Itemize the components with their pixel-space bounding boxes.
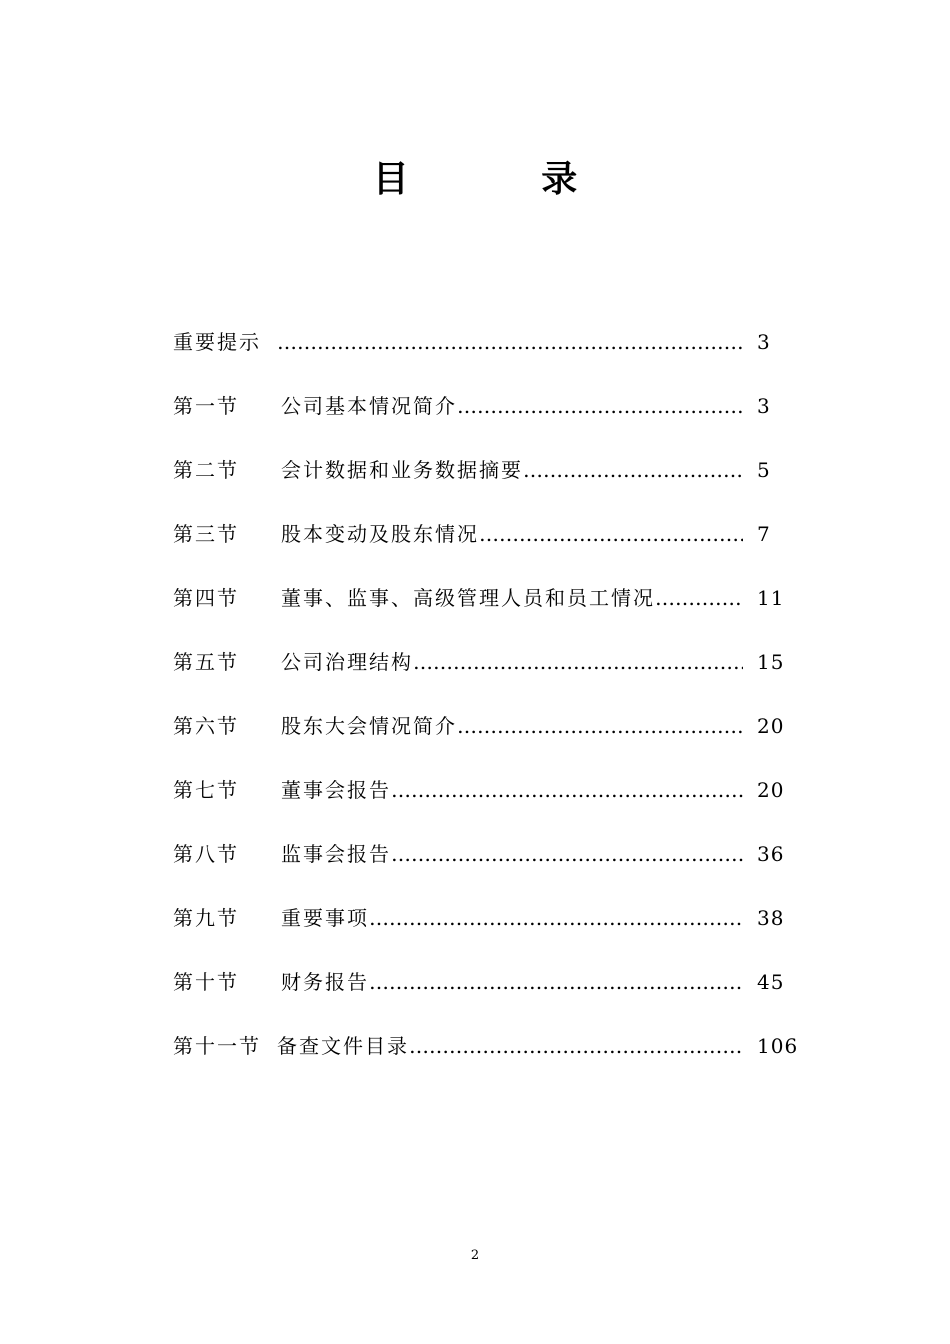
toc-entry-title: 财务报告 [281, 970, 369, 994]
toc-dot-leader [413, 646, 743, 678]
toc-entry[interactable] [173, 822, 803, 886]
toc-section-label: 重要提示 [173, 330, 261, 354]
toc-section-label: 第十一节 [173, 1034, 261, 1058]
toc-section-label: 第六节 [173, 714, 239, 738]
toc-section-label: 第四节 [173, 586, 239, 610]
toc-page-number: 3 [757, 394, 771, 418]
toc-page-number: 38 [757, 906, 785, 930]
toc-section-label: 第一节 [173, 394, 239, 418]
toc-section-label: 第九节 [173, 906, 239, 930]
toc-dot-leader [457, 710, 743, 742]
toc-entry-title: 重要事项 [281, 906, 369, 930]
toc-entry-title: 董事会报告 [281, 778, 391, 802]
toc-dot-leader [457, 390, 743, 422]
toc-entry[interactable] [173, 374, 803, 438]
toc-entry[interactable] [173, 694, 803, 758]
toc-section-label: 第七节 [173, 778, 239, 802]
toc-page-number: 45 [757, 970, 785, 994]
toc-entry[interactable] [173, 310, 803, 374]
toc-entry[interactable] [173, 1014, 803, 1078]
toc-dot-leader [523, 454, 743, 486]
toc-entry-title: 股本变动及股东情况 [281, 522, 479, 546]
toc-dot-leader [479, 518, 743, 550]
toc-entry-title: 监事会报告 [281, 842, 391, 866]
table-of-contents [173, 310, 803, 1078]
toc-page-number: 11 [757, 586, 785, 610]
toc-dot-leader [369, 902, 743, 934]
toc-dot-leader [409, 1030, 743, 1062]
toc-entry[interactable] [173, 886, 803, 950]
toc-dot-leader [369, 966, 743, 998]
toc-page-number: 20 [757, 778, 785, 802]
toc-entry[interactable] [173, 630, 803, 694]
toc-entry-title: 会计数据和业务数据摘要 [281, 458, 523, 482]
toc-page-number: 7 [757, 522, 771, 546]
toc-page-number: 5 [757, 458, 771, 482]
page-footer-number: 2 [470, 1248, 480, 1263]
toc-dot-leader [391, 838, 743, 870]
toc-entry[interactable] [173, 950, 803, 1014]
page-title: 目 录 [372, 159, 638, 200]
toc-page-number: 106 [757, 1034, 799, 1058]
toc-entry-title: 股东大会情况简介 [281, 714, 457, 738]
toc-entry-title: 公司治理结构 [281, 650, 413, 674]
toc-entry-title: 董事、监事、高级管理人员和员工情况 [281, 586, 655, 610]
toc-section-label: 第二节 [173, 458, 239, 482]
toc-section-label: 第八节 [173, 842, 239, 866]
toc-section-label: 第三节 [173, 522, 239, 546]
toc-page-number: 36 [757, 842, 785, 866]
toc-page-number: 3 [757, 330, 771, 354]
toc-section-label: 第五节 [173, 650, 239, 674]
toc-entry[interactable] [173, 502, 803, 566]
toc-page-number: 15 [757, 650, 785, 674]
toc-entry-title: 备查文件目录 [277, 1034, 409, 1058]
toc-dot-leader [655, 582, 743, 614]
toc-dot-leader [391, 774, 743, 806]
toc-entry[interactable] [173, 438, 803, 502]
toc-entry[interactable] [173, 758, 803, 822]
toc-entry[interactable] [173, 566, 803, 630]
toc-dot-leader [277, 326, 743, 358]
toc-page-number: 20 [757, 714, 785, 738]
toc-section-label: 第十节 [173, 970, 239, 994]
toc-entry-title: 公司基本情况简介 [281, 394, 457, 418]
